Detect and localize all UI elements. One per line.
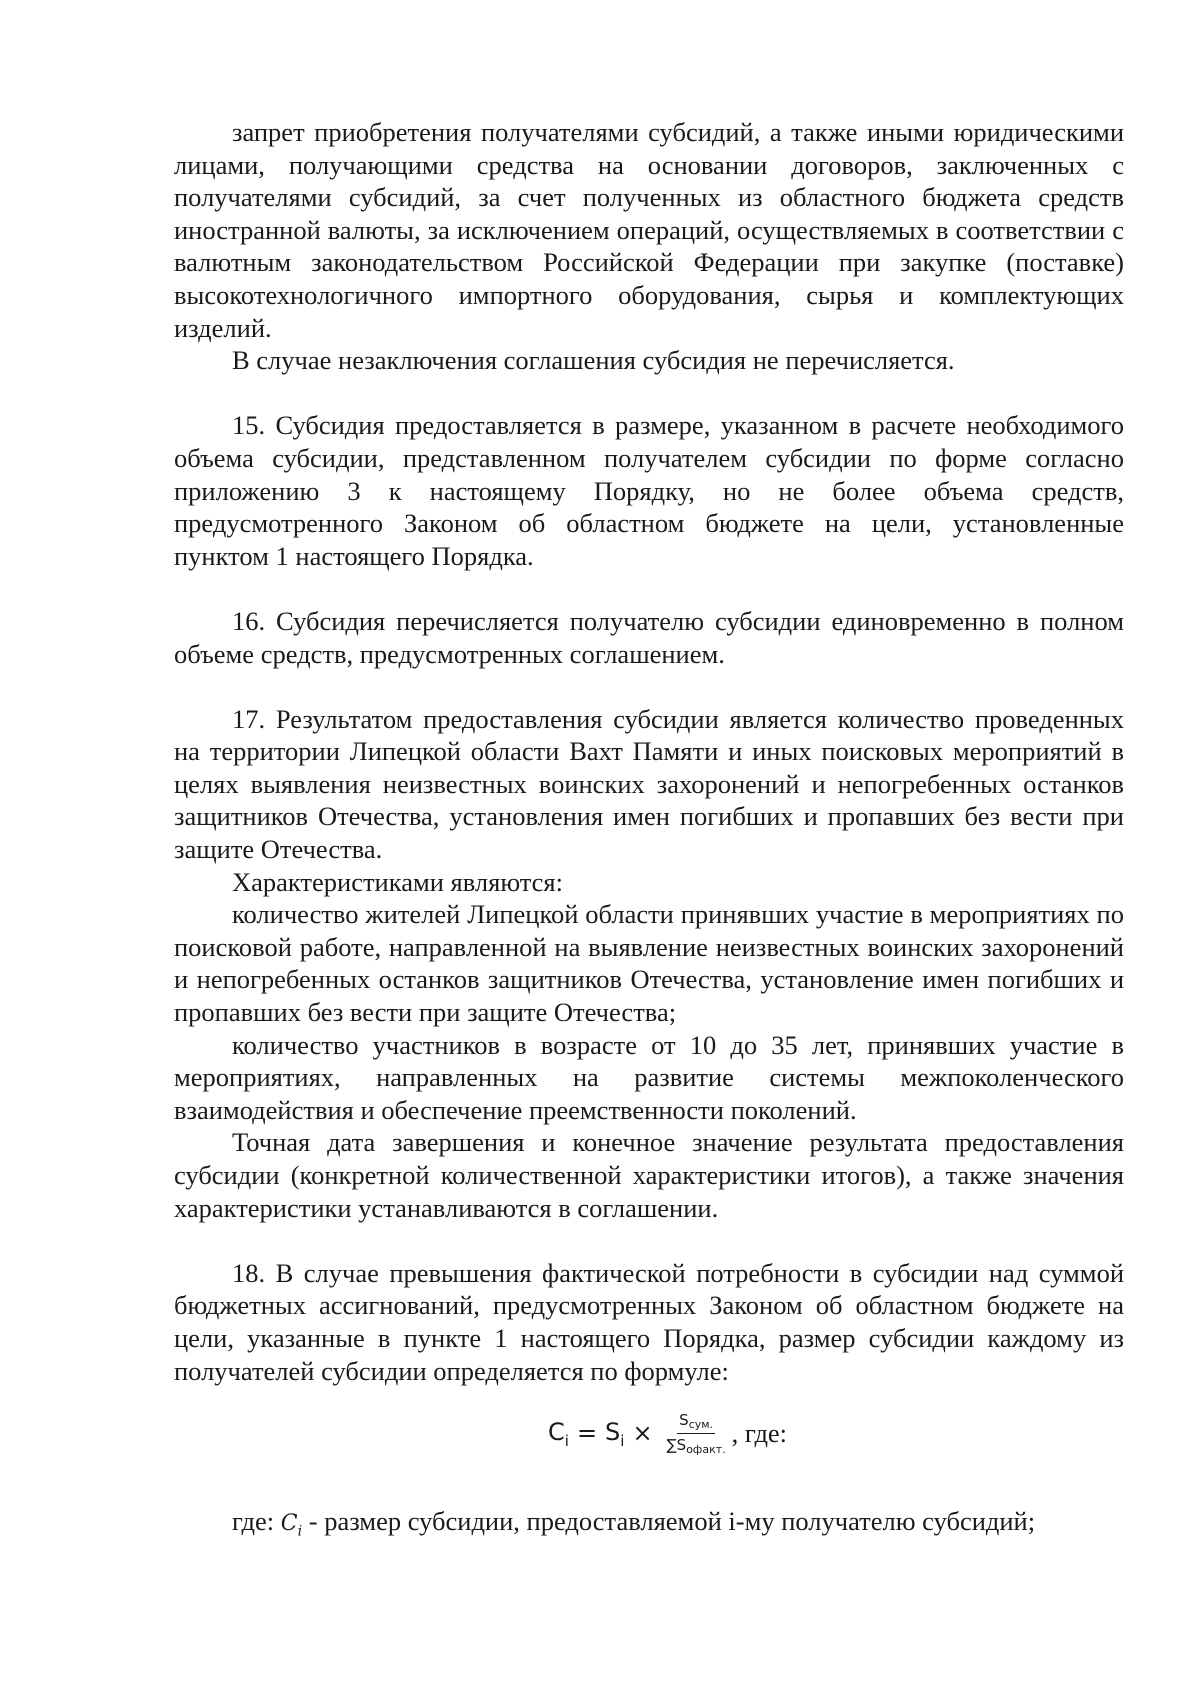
paragraph-17-characteristics-heading: Характеристиками являются: xyxy=(232,866,563,897)
formula-numerator: $S_{сум.}$ xyxy=(677,1411,715,1434)
paragraph-gap xyxy=(174,670,1124,703)
subsidy-formula xyxy=(548,1411,787,1456)
formula-s: $S_i$ xyxy=(605,1417,625,1450)
paragraph-foreign-currency-ban: запрет приобретения получателями субсидий, а также иными юридическими лицами, получающими средства на основании договоров, заключенных с получателями субсидий, за счет полученных из областного бюджета средств иностранной валюты, за исключением операций, осуществляемых в соответствии с валютным законодательством Российской Федерации при закупке (поставке) высокотехнологичного импортного оборудования, сырья и комплектующих изделий. xyxy=(174,117,1124,343)
paragraph-gap xyxy=(174,1224,1124,1257)
paragraph-17-characteristic-participants: количество участников в возрасте от 10 до 35 лет, принявших участие в мероприятиях, направленных на развитие системы межпоколенческого взаимодействия и обеспечение преемственности поколений. xyxy=(174,1029,1124,1125)
document-page xyxy=(174,116,1124,1548)
paragraph-17-result-date: Точная дата завершения и конечное значение результата предоставления субсидии (конкретной количественной характеристики итогов), а также значения характеристики устанавливаются в соглашении. xyxy=(174,1127,1124,1223)
formula-tail: , где: xyxy=(731,1418,788,1449)
paragraph-gap xyxy=(174,377,1124,410)
definition-variable: $C_i$ xyxy=(280,1511,303,1540)
paragraph-no-agreement: В случае незаключения соглашения субсидия не перечисляется. xyxy=(232,345,955,376)
formula-block xyxy=(174,1387,1124,1505)
paragraph-gap xyxy=(174,572,1124,605)
paragraph-15: 15. Субсидия предоставляется в размере, указанном в расчете необходимого объема субсидии, представленном получателем субсидии по форме согласно приложению 3 к настоящему Порядку, но не более объема средств, предусмотренного Законом об областном бюджете на цели, установленные пунктом 1 настоящего Порядка. xyxy=(174,410,1124,571)
formula-denominator: $\sum S_{офакт.}$ xyxy=(666,1436,726,1457)
paragraph-17-characteristic-residents: количество жителей Липецкой области принявших участие в мероприятиях по поисковой работе, направленной на выявление неизвестных воинских захоронений и непогребенных останков защитников Отечества, установление имен погибших и пропавших без вести при защите Отечества; xyxy=(174,899,1124,1028)
formula-fraction xyxy=(665,1411,728,1456)
formula-lhs: $C_i$ xyxy=(548,1417,569,1450)
paragraph-18: 18. В случае превышения фактической потребности в субсидии над суммой бюджетных ассигнований, предусмотренных Законом об областном бюджете на цели, указанные в пункте 1 настоящего Порядка, размер субсидии каждому из получателей субсидии определяется по формуле: xyxy=(174,1257,1124,1386)
formula-times: × xyxy=(632,1419,653,1448)
paragraph-17: 17. Результатом предоставления субсидии является количество проведенных на территории Липецкой области Вахт Памяти и иных поисковых мероприятий в целях выявления неизвестных воинских захоронений и непогребенных останков защитников Отечества, установления имен погибших и пропавших без вести при защите Отечества. xyxy=(174,703,1124,865)
formula-equals: = xyxy=(576,1419,598,1448)
definition-ci: где: $C_i$ - размер субсидии, предоставляемой i-му получателю субсидий; xyxy=(232,1506,1036,1540)
paragraph-16: 16. Субсидия перечисляется получателю субсидии единовременно в полном объеме средств, предусмотренных соглашением. xyxy=(174,605,1124,669)
